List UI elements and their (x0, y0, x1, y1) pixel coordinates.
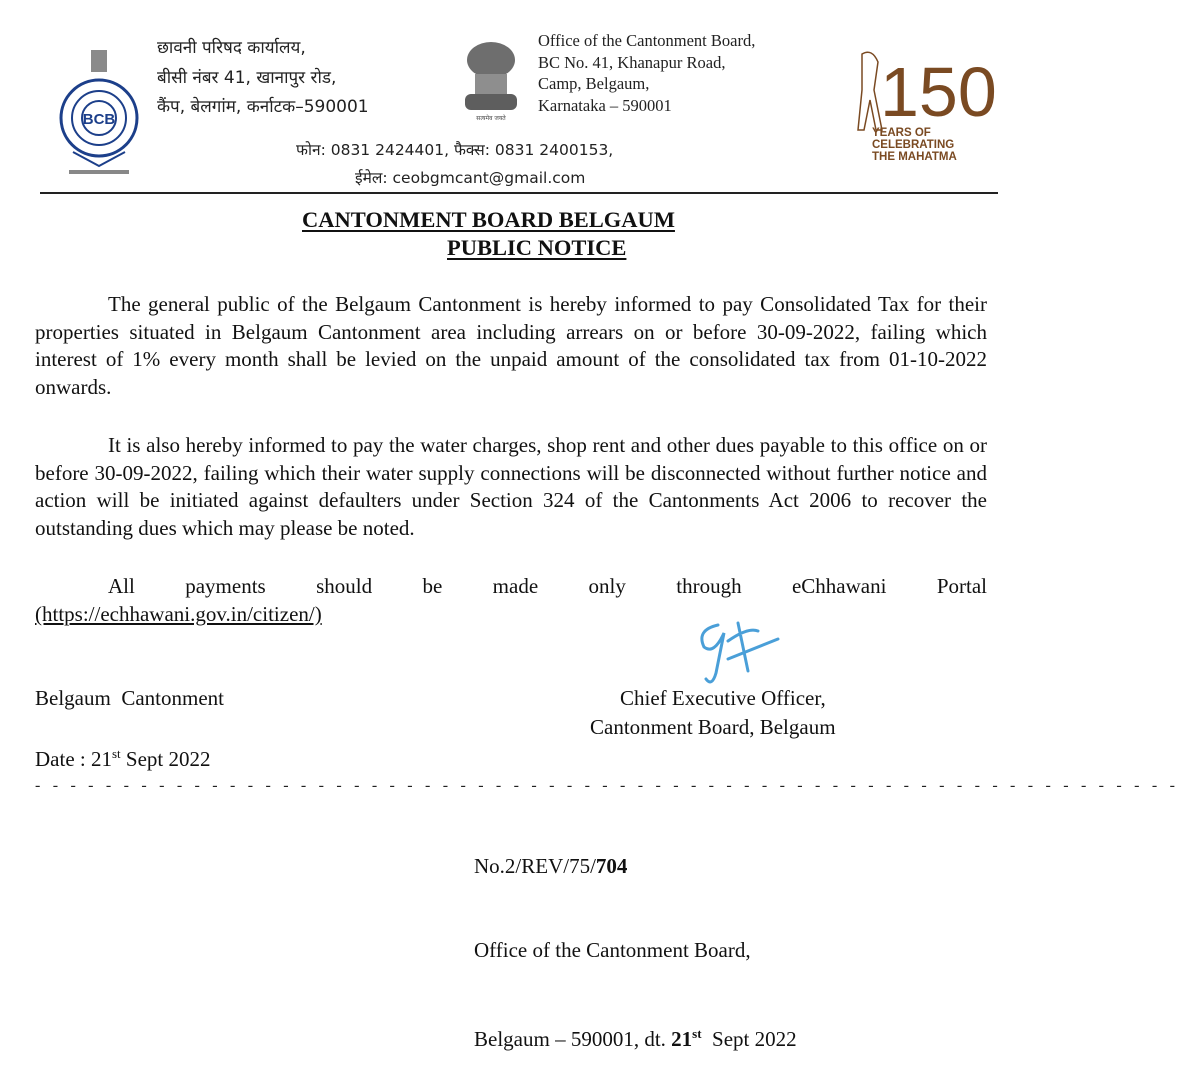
date-rest: Sept 2022 (120, 747, 211, 771)
reference-office: Office of the Cantonment Board, (474, 938, 751, 962)
hindi-address-line: बीसी नंबर 41, खानापुर रोड, (157, 67, 337, 88)
place: Belgaum Cantonment (35, 686, 224, 710)
anniversary-line: THE MAHATMA (872, 151, 957, 163)
english-address (538, 30, 755, 116)
separator: - - - - - - - - - - - - - - - - - - - - - - - - - - - - - - - - - - - - - - - - - - - - - - - - - - - - - - - - - - - - - - - - - (35, 777, 1179, 794)
paragraph-dues: It is also hereby informed to pay the water charges, shop rent and other dues payable to this office on or before 30-09-2022, failing which their water supply connections will be disconnected without further notice and action will be initiated against defaulters under Section 324 of the Cantonments Act 2006 to recover the outstanding dues which may please be noted. (35, 433, 987, 540)
anniversary-number: 150 (880, 53, 997, 131)
notice-title: CANTONMENT BOARD BELGAUM (302, 207, 675, 232)
ref-day-sup: st (692, 1026, 702, 1041)
signatory-title: Chief Executive Officer, (620, 686, 826, 710)
emblem-motto: सत्यमेव जयते (476, 115, 506, 122)
english-address-line: BC No. 41, Khanapur Road, (538, 52, 726, 72)
logo-text: BCB (82, 111, 116, 128)
notice-date (35, 740, 211, 773)
reference-number (474, 852, 797, 880)
cantonment-board-logo (55, 48, 143, 183)
hindi-address-line: कैंप, बेलगांम, कर्नाटक–590001 (157, 97, 369, 117)
paragraph-payments: All payments should be made only through eChhawani Portal (108, 574, 987, 598)
anniversary-line: YEARS OF (872, 127, 931, 139)
ref-number: 704 (595, 854, 628, 878)
ref-day: 21 (671, 1027, 693, 1051)
gandhi-150-logo (842, 44, 997, 171)
header-divider (40, 192, 998, 194)
anniversary-line: CELEBRATING (872, 139, 955, 151)
email: ईमेल: ceobgmcant@gmail.com (355, 169, 586, 187)
national-emblem (455, 38, 527, 127)
ref-month-year: Sept 2022 (701, 1027, 797, 1051)
paragraph-tax: The general public of the Belgaum Cantonment is hereby informed to pay Consolidated Tax for their properties situated in Belgaum Cantonment area including arrears on or before 30-09-2022, failing which interest of 1% every month shall be levied on the unpaid amount of the consolidated tax from 01-10-2022 onwards. (35, 292, 987, 399)
portal-link[interactable]: (https://echhawani.gov.in/citizen/) (35, 602, 322, 626)
signatory-office: Cantonment Board, Belgaum (590, 715, 836, 739)
hindi-address-line: छावनी परिषद कार्यालय, (157, 38, 306, 58)
date-sup: st (111, 746, 121, 761)
hindi-address (157, 34, 369, 123)
english-address-line: Office of the Cantonment Board, (538, 31, 756, 50)
notice-subtitle: PUBLIC NOTICE (447, 235, 627, 260)
english-address-line: Camp, Belgaum, (538, 74, 650, 93)
english-address-line: Karnataka – 590001 (538, 95, 672, 115)
ref-prefix: No.2/REV/75/ (474, 854, 596, 878)
ref-place: Belgaum – 590001, dt. (474, 1027, 672, 1051)
date-label: Date : 21 (35, 747, 112, 771)
reference-date (474, 1020, 797, 1053)
phone-fax: फोन: 0831 2424401, फैक्स: 0831 2400153, (296, 141, 614, 159)
reference-block (474, 796, 797, 1081)
